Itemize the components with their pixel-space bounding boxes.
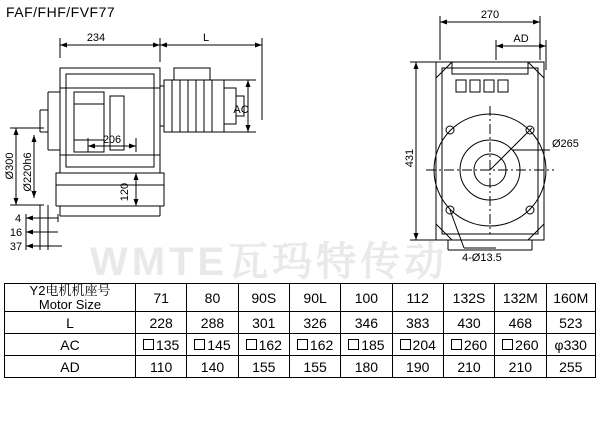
cell-AC-4-text: 185 (361, 336, 385, 353)
cell-AC-1 (187, 334, 238, 356)
cell-size-3: 90L (289, 284, 340, 312)
cell-L-8: 523 (546, 312, 596, 334)
cell-AC-4 (341, 334, 392, 356)
cell-size-8: 160M (546, 284, 596, 312)
cell-size-5: 112 (392, 284, 443, 312)
watermark: WMTE瓦玛特传动 (90, 240, 449, 284)
dim-d300: Ø300 (4, 152, 16, 180)
row-label-L: L (5, 312, 136, 334)
row-label-line1: Y2电机机座号 (29, 283, 111, 298)
spec-table (4, 283, 596, 378)
cell-L-4: 346 (341, 312, 392, 334)
dim-431: 431 (404, 148, 416, 168)
cell-size-6: 132S (443, 284, 494, 312)
row-label-AD: AD (5, 356, 136, 378)
cell-L-6: 430 (443, 312, 494, 334)
row-label-line2: Motor Size (38, 296, 102, 312)
cell-AD-3: 155 (289, 356, 340, 378)
dim-d220: Ø220h6 (22, 152, 34, 192)
cell-AD-1: 140 (187, 356, 238, 378)
cell-AC-5 (392, 334, 443, 356)
cell-AC-3 (289, 334, 340, 356)
cell-AC-0 (136, 334, 187, 356)
left-view-drawing (0, 0, 400, 282)
cell-L-5: 383 (392, 312, 443, 334)
cell-L-3: 326 (289, 312, 340, 334)
dim-37: 37 (9, 241, 23, 253)
dim-16: 16 (9, 227, 23, 239)
cell-AC-7 (495, 334, 546, 356)
dim-holes: 4-Ø13.5 (462, 252, 502, 264)
square-symbol-icon (348, 339, 359, 350)
cell-AC-3-text: 162 (309, 336, 334, 353)
dim-d265: Ø265 (552, 138, 579, 150)
cell-AC-1-text: 145 (207, 336, 231, 353)
cell-size-4: 100 (341, 284, 392, 312)
square-symbol-icon (246, 339, 257, 350)
table-row-header (5, 284, 596, 312)
table-row-L (5, 312, 596, 334)
cell-size-2: 90S (238, 284, 289, 312)
dim-270: 270 (480, 9, 500, 21)
cell-L-2: 301 (238, 312, 289, 334)
cell-AC-5-text: 204 (412, 336, 436, 353)
cell-AD-4: 180 (341, 356, 392, 378)
cell-AC-6 (443, 334, 494, 356)
square-symbol-icon (143, 339, 154, 350)
square-symbol-icon (400, 339, 411, 350)
cell-AD-6: 210 (443, 356, 494, 378)
square-symbol-icon (451, 339, 462, 350)
table-row-AD (5, 356, 596, 378)
cell-AD-7: 210 (495, 356, 546, 378)
row-label-motor-size (5, 284, 136, 312)
cell-AC-2-text: 162 (258, 336, 282, 353)
cell-AC-2 (238, 334, 289, 356)
dim-4: 4 (14, 213, 22, 225)
cell-AC-7-text: 260 (515, 336, 539, 353)
cell-AD-8: 255 (546, 356, 596, 378)
dim-206: 206 (102, 134, 122, 146)
row-label-AC: AC (5, 334, 136, 356)
cell-L-1: 288 (187, 312, 238, 334)
dim-AD: AD (513, 33, 529, 45)
cell-AD-5: 190 (392, 356, 443, 378)
page-title: FAF/FHF/FVF77 (6, 4, 116, 20)
square-symbol-icon (502, 339, 513, 350)
square-symbol-icon (297, 339, 308, 350)
right-view-drawing (400, 0, 600, 282)
cell-L-0: 228 (136, 312, 187, 334)
cell-AC-0-text: 135 (155, 336, 180, 353)
cell-size-7: 132M (495, 284, 546, 312)
dim-AC: AC (233, 104, 249, 116)
cell-AC-6-text: 260 (463, 336, 488, 353)
dim-L: L (202, 32, 210, 44)
dim-234: 234 (86, 32, 106, 44)
table-row-AC (5, 334, 596, 356)
cell-AC-8: φ330 (546, 334, 596, 356)
square-symbol-icon (194, 339, 205, 350)
cell-size-1: 80 (187, 284, 238, 312)
dim-120: 120 (119, 182, 131, 202)
cell-size-0: 71 (136, 284, 187, 312)
cell-L-7: 468 (495, 312, 546, 334)
cell-AD-0: 110 (136, 356, 187, 378)
cell-AD-2: 155 (238, 356, 289, 378)
